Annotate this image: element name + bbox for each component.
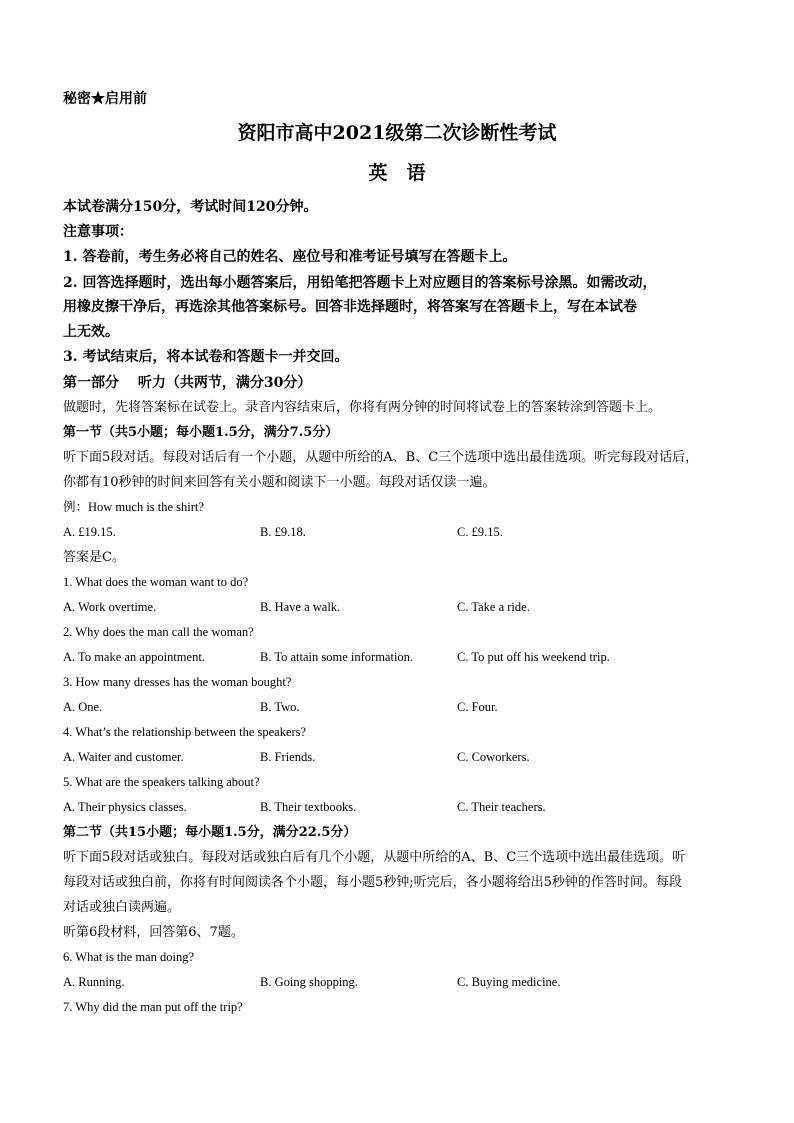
material-6-label: 听第6段材料，回答第6、7题。 bbox=[63, 925, 244, 940]
part1-heading: 第一部分 听力（共两节，满分30分） bbox=[63, 375, 312, 391]
q5-option-b: B. Their textbooks. bbox=[260, 800, 357, 814]
q6-option-a: A. Running. bbox=[63, 975, 125, 989]
example-option-a: A. £19.15. bbox=[63, 525, 116, 539]
section1-instruction-1: 听下面5段对话。每段对话后有一个小题，从题中所给的A、B、C三个选项中选出最佳选项。听完每段对话后， bbox=[63, 450, 699, 465]
q3-option-c: C. Four. bbox=[457, 700, 498, 714]
example-answer: 答案是C。 bbox=[63, 550, 125, 565]
question-4: 4. What’s the relationship between the speakers? bbox=[63, 725, 307, 739]
q4-option-c: C. Coworkers. bbox=[457, 750, 530, 764]
notice-2-line-1: 2. 回答选择题时，选出每小题答案后，用铅笔把答题卡上对应题目的答案标号涂黑。如需改动， bbox=[63, 275, 657, 291]
confidential-label: 秘密★启用前 bbox=[63, 91, 147, 107]
section1-heading: 第一节（共5小题；每小题1.5分，满分7.5分） bbox=[63, 425, 339, 440]
section1-instruction-2: 你都有10秒钟的时间来回答有关小题和阅读下一小题。每段对话仅读一遍。 bbox=[63, 475, 496, 490]
section2-heading: 第二节（共15小题；每小题1.5分，满分22.5分） bbox=[63, 825, 357, 840]
q4-option-a: A. Waiter and customer. bbox=[63, 750, 184, 764]
notice-2-line-3: 上无效。 bbox=[63, 324, 119, 340]
q6-option-b: B. Going shopping. bbox=[260, 975, 358, 989]
q4-option-b: B. Friends. bbox=[260, 750, 316, 764]
q3-option-a: A. One. bbox=[63, 700, 103, 714]
q5-option-a: A. Their physics classes. bbox=[63, 800, 187, 814]
question-7: 7. Why did the man put off the trip? bbox=[63, 1000, 243, 1014]
q2-option-a: A. To make an appointment. bbox=[63, 650, 205, 664]
example-option-b: B. £9.18. bbox=[260, 525, 306, 539]
notice-2-line-2: 用橡皮擦干净后，再选涂其他答案标号。回答非选择题时，将答案写在答题卡上，写在本试卷 bbox=[63, 299, 637, 315]
q1-option-c: C. Take a ride. bbox=[457, 600, 530, 614]
question-3: 3. How many dresses has the woman bought? bbox=[63, 675, 292, 689]
score-line: 本试卷满分150分，考试时间120分钟。 bbox=[63, 199, 318, 215]
part1-instruction: 做题时，先将答案标在试卷上。录音内容结束后，你将有两分钟的时间将试卷上的答案转涂到答题卡上。 bbox=[63, 400, 662, 415]
section2-instruction-3: 对话或独白读两遍。 bbox=[63, 900, 181, 915]
q6-option-c: C. Buying medicine. bbox=[457, 975, 561, 989]
notice-1: 1. 答卷前，考生务必将自己的姓名、座位号和准考证号填写在答题卡上。 bbox=[63, 249, 517, 265]
exam-title: 资阳市高中2021级第二次诊断性考试 bbox=[237, 122, 557, 144]
example-question: 例：How much is the shirt? bbox=[63, 500, 204, 514]
example-option-c: C. £9.15. bbox=[457, 525, 503, 539]
notice-3: 3. 考试结束后，将本试卷和答题卡一并交回。 bbox=[63, 349, 349, 365]
q2-option-b: B. To attain some information. bbox=[260, 650, 414, 664]
question-2: 2. Why does the man call the woman? bbox=[63, 625, 254, 639]
question-1: 1. What does the woman want to do? bbox=[63, 575, 249, 589]
subject-title: 英 语 bbox=[368, 162, 426, 184]
section2-instruction-1: 听下面5段对话或独白。每段对话或独白后有几个小题，从题中所给的A、B、C三个选项中选出最佳选项。听 bbox=[63, 850, 686, 865]
question-5: 5. What are the speakers talking about? bbox=[63, 775, 260, 789]
q2-option-c: C. To put off his weekend trip. bbox=[457, 650, 610, 664]
notice-title: 注意事项： bbox=[63, 224, 133, 240]
question-6: 6. What is the man doing? bbox=[63, 950, 194, 964]
section2-instruction-2: 每段对话或独白前，你将有时间阅读各个小题，每小题5秒钟;听完后，各小题将给出5秒钟的作答时间。每段 bbox=[63, 875, 682, 890]
q5-option-c: C. Their teachers. bbox=[457, 800, 546, 814]
q3-option-b: B. Two. bbox=[260, 700, 300, 714]
q1-option-a: A. Work overtime. bbox=[63, 600, 157, 614]
q1-option-b: B. Have a walk. bbox=[260, 600, 341, 614]
